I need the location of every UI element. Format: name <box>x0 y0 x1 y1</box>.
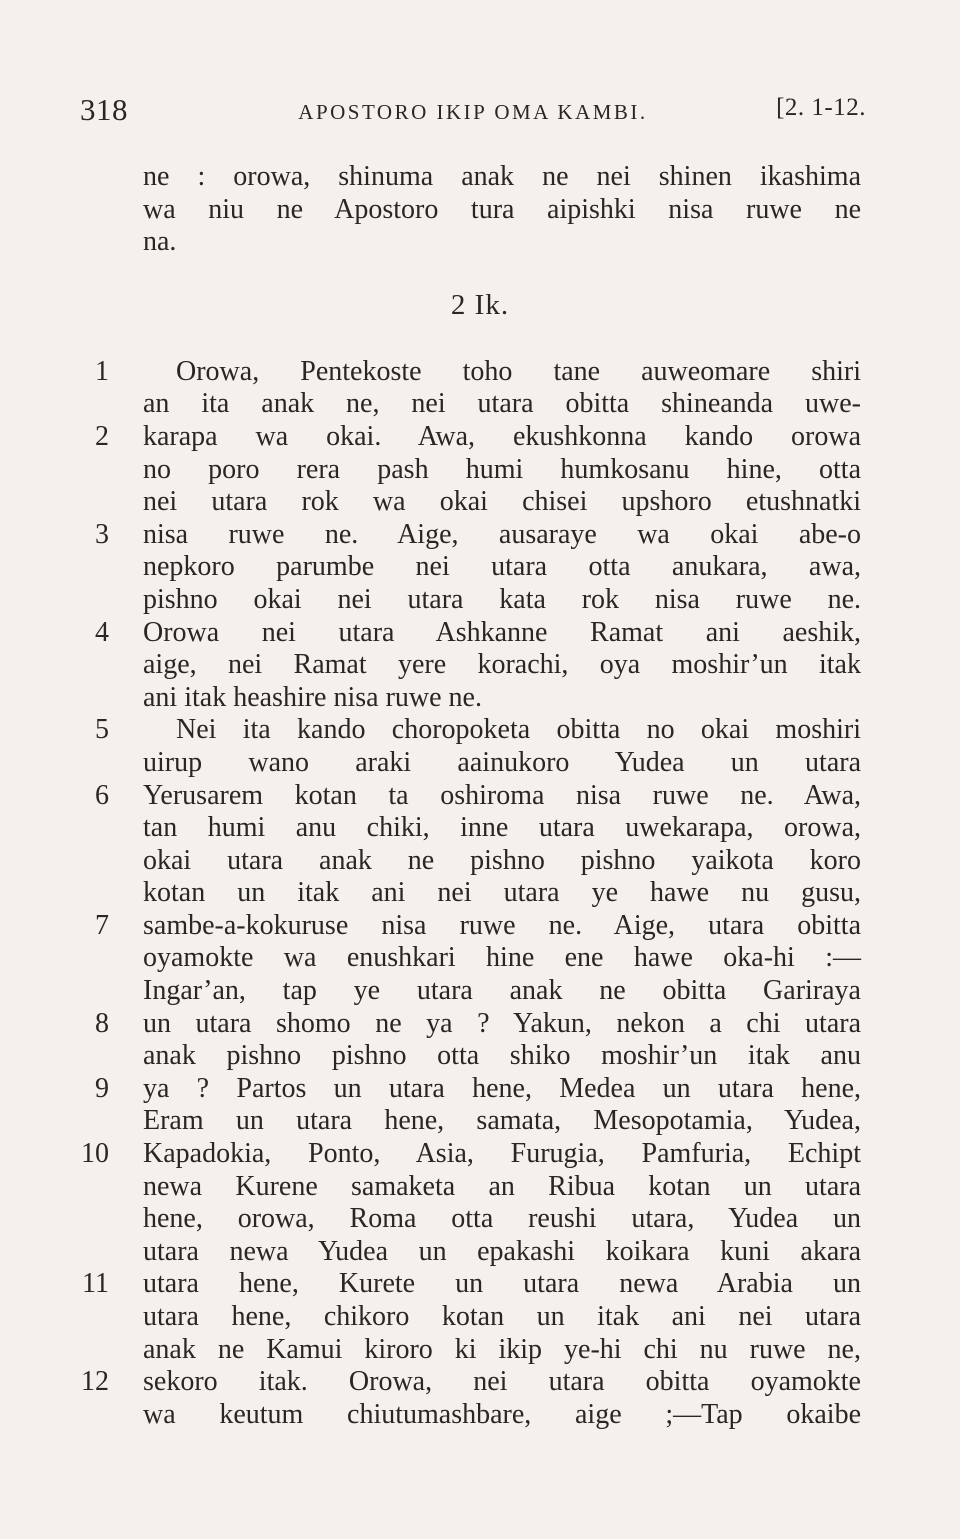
text-line <box>0 584 960 617</box>
line-text: nei utara rok wa okai chisei upshoro etushnatki <box>143 486 861 518</box>
text-line <box>0 1301 960 1334</box>
line-text: Nei ita kando choropoketa obitta no okai moshiri <box>176 714 861 746</box>
text-line <box>0 649 960 682</box>
line-text: Eram un utara hene, samata, Mesopotamia, Yudea, <box>143 1105 861 1137</box>
text-line <box>0 1008 960 1041</box>
text-line <box>0 1040 960 1073</box>
verse-number: 8 <box>95 1007 109 1039</box>
text-line <box>0 845 960 878</box>
text-line <box>0 1268 960 1301</box>
line-text: oyamokte wa enushkari hine ene hawe oka-hi :— <box>143 942 861 974</box>
line-text: aige, nei Ramat yere korachi, oya moshir’un itak <box>143 649 861 681</box>
line-text: Kapadokia, Ponto, Asia, Furugia, Pamfuria, Echipt <box>143 1138 861 1170</box>
text-line <box>0 617 960 650</box>
line-text: pishno okai nei utara kata rok nisa ruwe ne. <box>143 583 861 615</box>
line-text: ya ? Partos un utara hene, Medea un utara hene, <box>143 1072 861 1104</box>
line-text: hene, orowa, Roma otta reushi utara, Yudea un <box>143 1203 861 1235</box>
verse-number: 5 <box>95 714 109 746</box>
text-line <box>0 356 960 389</box>
line-text: tan humi anu chiki, inne utara uwekarapa, orowa, <box>143 812 861 844</box>
text-line <box>0 551 960 584</box>
verse-number: 10 <box>81 1138 109 1170</box>
line-text: Yerusarem kotan ta oshiroma nisa ruwe ne. Awa, <box>143 779 861 811</box>
text-line <box>0 747 960 780</box>
verse-number: 12 <box>81 1366 109 1398</box>
text-line <box>0 780 960 813</box>
verse-number: 7 <box>95 909 109 941</box>
line-text: no poro rera pash humi humkosanu hine, otta <box>143 453 861 485</box>
line-text: utara hene, chikoro kotan un itak ani nei utara <box>143 1301 861 1332</box>
body-text <box>0 161 960 1431</box>
chapter-reference: [2. 1-12. <box>776 94 866 121</box>
text-line <box>0 877 960 910</box>
line-text: nisa ruwe ne. Aige, ausaraye wa okai abe-o <box>143 518 861 550</box>
text-line <box>0 1334 960 1367</box>
verse-number: 11 <box>82 1268 109 1300</box>
text-line <box>0 1171 960 1204</box>
line-text: wa keutum chiutumashbare, aige ;—Tap okaibe <box>143 1398 861 1430</box>
line-text: ne : orowa, shinuma anak ne nei shinen ikashima <box>143 161 861 192</box>
text-line <box>0 1105 960 1138</box>
verse-number: 3 <box>95 518 109 550</box>
page-header <box>80 92 866 136</box>
line-text: utara hene, Kurete un utara newa Arabia un <box>143 1268 861 1300</box>
text-line <box>0 194 960 227</box>
text-line <box>0 1399 960 1432</box>
verse-number: 4 <box>95 616 109 648</box>
line-text: sekoro itak. Orowa, nei utara obitta oyamokte <box>143 1366 861 1398</box>
line-text: un utara shomo ne ya ? Yakun, nekon a chi utara <box>143 1007 861 1039</box>
running-title: APOSTORO IKIP OMA KAMBI. <box>298 100 648 124</box>
text-line <box>0 1366 960 1399</box>
text-line <box>0 1073 960 1106</box>
text-line <box>0 454 960 487</box>
line-text: Ingar’an, tap ye utara anak ne obitta Gariraya <box>143 975 861 1007</box>
text-line <box>0 519 960 552</box>
line-text: ani itak heashire nisa ruwe ne. <box>143 681 482 713</box>
line-text: uirup wano araki aainukoro Yudea un utara <box>143 746 861 778</box>
text-line <box>0 714 960 747</box>
text-line <box>0 975 960 1008</box>
line-text: an ita anak ne, nei utara obitta shineanda uwe- <box>143 388 861 420</box>
text-line <box>0 942 960 975</box>
line-text: newa Kurene samaketa an Ribua kotan un utara <box>143 1170 861 1202</box>
text-line <box>0 682 960 715</box>
verse-number: 2 <box>95 420 109 452</box>
chapter-heading: 2 Ik. <box>450 288 510 321</box>
page-number: 318 <box>80 92 128 127</box>
line-text: anak ne Kamui kiroro ki ikip ye-hi chi nu ruwe ne, <box>143 1333 861 1365</box>
line-text: kotan un itak ani nei utara ye hawe nu gusu, <box>143 877 861 909</box>
verse-number: 1 <box>95 355 109 387</box>
line-text: Orowa, Pentekoste toho tane auweomare shiri <box>176 355 861 387</box>
line-text: na. <box>143 226 177 258</box>
chapter-heading-block <box>0 259 960 356</box>
line-text: utara newa Yudea un epakashi koikara kuni akara <box>143 1235 861 1267</box>
line-text: sambe-a-kokuruse nisa ruwe ne. Aige, utara obitta <box>143 909 861 941</box>
line-text: nepkoro parumbe nei utara otta anukara, awa, <box>143 551 861 583</box>
text-line <box>0 910 960 943</box>
line-text: Orowa nei utara Ashkanne Ramat ani aeshik, <box>143 616 861 648</box>
text-line <box>0 421 960 454</box>
line-text: okai utara anak ne pishno pishno yaikota koro <box>143 844 861 876</box>
text-line <box>0 226 960 259</box>
text-line <box>0 388 960 421</box>
text-line <box>0 161 960 194</box>
line-text: anak pishno pishno otta shiko moshir’un itak anu <box>143 1040 861 1072</box>
verse-number: 9 <box>95 1072 109 1104</box>
verse-number: 6 <box>95 779 109 811</box>
text-line <box>0 1236 960 1269</box>
text-line <box>0 1138 960 1171</box>
text-line <box>0 1203 960 1236</box>
line-text: karapa wa okai. Awa, ekushkonna kando orowa <box>143 420 861 452</box>
text-line <box>0 812 960 845</box>
line-text: wa niu ne Apostoro tura aipishki nisa ruwe ne <box>143 193 861 225</box>
text-line <box>0 486 960 519</box>
